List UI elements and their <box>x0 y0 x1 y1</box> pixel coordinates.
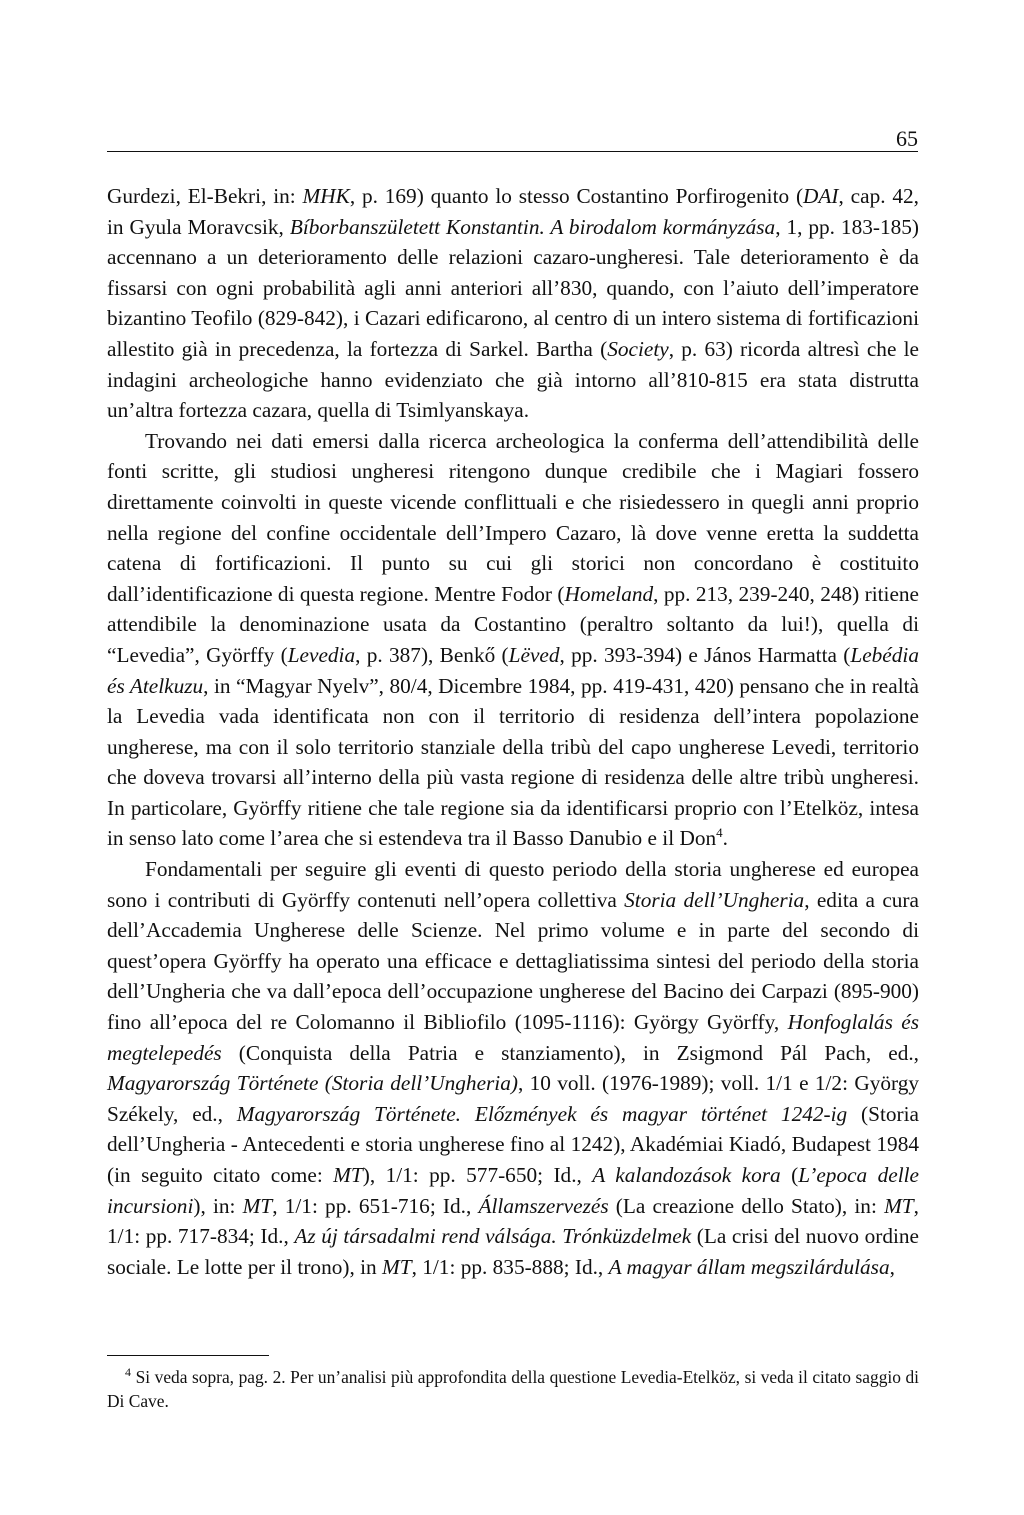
text-run: (La crisi del nuovo ordine sociale. Le lotte per il trono), in <box>107 1224 920 1279</box>
text-run: Trovando nei dati emersi dalla ricerca archeologica la conferma dell’attendibilità delle fonti scritte, gli studiosi ungheresi ritengono dunque credibile che i Magiari fossero direttamente coinvolti in queste vicende conflittuali e che risiedessero in quegli anni proprio nella regione del confine occidentale dell’Impero Cazaro, là dove venne eretta la suddetta catena di fortificazioni. Il punto su cui gli storici non concordano è costituito dall’identificazione di questa regione. Mentre Fodor ( <box>107 428 919 606</box>
italic-run: Az új társadalmi rend válsága. Trónküzdelmek <box>294 1224 692 1249</box>
page-number: 65 <box>896 126 918 151</box>
italic-run: A kalandozások kora <box>592 1163 781 1187</box>
footnote <box>107 1366 919 1413</box>
italic-run: Lëved <box>508 642 560 667</box>
footnote-4 <box>107 1366 919 1413</box>
body-text <box>107 181 919 1282</box>
footnote-ref: 4 <box>716 825 723 841</box>
footnote-text: Si veda sopra, pag. 2. Per un’analisi più approfondita della questione Levedia-Etelköz, si veda il citato saggio di Di Cave. <box>107 1367 919 1411</box>
text-run: , 10 voll. (1976-1989); voll. 1/1 e 1/2: György Székely, ed., <box>107 1071 919 1126</box>
italic-run: A magyar állam megszilárdulása <box>608 1254 890 1279</box>
header-rule <box>107 151 918 152</box>
text-run: , p. 169) quanto lo stesso Costantino Porfirogenito ( <box>349 184 804 208</box>
text-run: , 1/1: pp. 835-888; Id., <box>411 1254 609 1279</box>
text-run: ( <box>780 1163 799 1187</box>
italic-run: Homeland <box>564 581 654 606</box>
text-run: , in “Magyar Nyelv”, 80/4, Dicembre 1984, pp. 419-431, 420) pensano che in realtà la Levedia vada identificata non con il territorio di residenza dell’intera popolazione ungherese, ma con il solo territorio stanziale della tribù del capo ungherese Levedi, territorio che doveva trovarsi all’interno della più vasta regione di residenza delle altre tribù ungheresi. In particolare, Györffy ritiene che tale regione sia da identificarsi proprio con l’Etelköz, intesa in senso lato come l’area che si estendeva tra il Basso Danubio e il Don <box>107 673 919 851</box>
italic-run: L’epoca delle incursioni <box>107 1163 919 1218</box>
text-run: , p. 63) ricorda altresì che le indagini archeologiche hanno evidenziato che già intorno all’810-815 era stata distrutta un’altra fortezza cazara, quella di Tsimlyanskaya. <box>107 336 919 423</box>
paragraph-2 <box>107 426 919 854</box>
italic-run: Storia dell’Ungheria <box>624 887 805 912</box>
text-run: , 1/1: pp. 651-716; Id., <box>272 1193 479 1218</box>
text-run: , pp. 213, 239-240, 248) ritiene attendibile la denominazione usata da Costantino (peraltro soltanto da lui!), quella di “Levedia”, Györffy ( <box>107 581 919 667</box>
italic-run: Bíborbanszületett Konstantin. A birodalom kormányzása <box>289 214 776 239</box>
italic-run: Államszervezés <box>478 1193 609 1218</box>
italic-run: MT <box>242 1193 273 1218</box>
text-run: (La creazione dello Stato), in: <box>608 1193 885 1218</box>
paragraph-3 <box>107 854 919 1282</box>
italic-run: Honfoglalás és megtelepedés <box>107 1010 920 1065</box>
text-run: . <box>722 826 728 851</box>
text-run: , edita a cura dell’Accademia Ungherese delle Scienze. Nel primo volume e in parte del secondo di quest’opera Györffy ha operato una efficace e dettagliatissima sintesi del periodo della storia dell’Ungheria che va dall’epoca dell’occupazione ungherese del Bacino dei Carpazi (895-900) fino all’epoca del re Colomanno il Bibliofilo (1095-1116): György Györffy, <box>107 887 919 1035</box>
text-run: , p. 387), Benkő ( <box>355 642 509 667</box>
italic-run: MT <box>382 1254 412 1279</box>
text-run: , cap. 42, in Gyula Moravcsik, <box>107 184 919 239</box>
italic-run: MHK <box>302 184 350 208</box>
text-run: (Conquista della Patria e stanziamento), in Zsigmond Pál Pach, ed., <box>221 1040 919 1065</box>
footnote-rule <box>107 1355 269 1356</box>
italic-run: MT <box>333 1163 363 1187</box>
text-run: Gurdezi, El-Bekri, in: <box>107 184 303 208</box>
italic-run: Lebédia és Atelkuzu <box>107 642 919 698</box>
italic-run: Magyarország Története (Storia dell’Ungheria) <box>107 1071 518 1096</box>
footnote-mark: 4 <box>125 1365 131 1380</box>
italic-run: Levedia <box>287 642 356 667</box>
text-run: ), in: <box>193 1193 243 1218</box>
text-run: , 1, pp. 183-185) accennano a un deterioramento delle relazioni cazaro-ungheresi. Tale deterioramento è da fissarsi con ogni probabilità agli anni anteriori all’830, quando, con l’aiuto dell’imperatore bizantino Teofilo (829-842), i Cazari edificarono, al centro di un intero sistema di fortificazioni allestito già in precedenza, la fortezza di Sarkel. Bartha ( <box>107 214 920 361</box>
text-run: ), 1/1: pp. 577-650; Id., <box>362 1163 593 1187</box>
italic-run: DAI <box>803 184 839 208</box>
text-run: , <box>889 1254 895 1279</box>
paragraph-1 <box>107 181 919 426</box>
text-run: (Storia dell’Ungheria - Antecedenti e storia ungherese fino al 1242), Akadémiai Kiadó, Budapest 1984 (in seguito citato come: <box>107 1101 919 1187</box>
italic-run: Society <box>607 336 669 361</box>
text-run: Fondamentali per seguire gli eventi di questo periodo della storia ungherese ed europea sono i contributi di Györffy contenuti nell’opera collettiva <box>107 857 919 912</box>
italic-run: MT <box>884 1193 914 1218</box>
italic-run: Magyarország Története. Előzmények és magyar történet 1242-ig <box>236 1101 848 1126</box>
text-run: , pp. 393-394) e János Harmatta ( <box>559 642 851 667</box>
text-run: , 1/1: pp. 717-834; Id., <box>107 1193 919 1249</box>
